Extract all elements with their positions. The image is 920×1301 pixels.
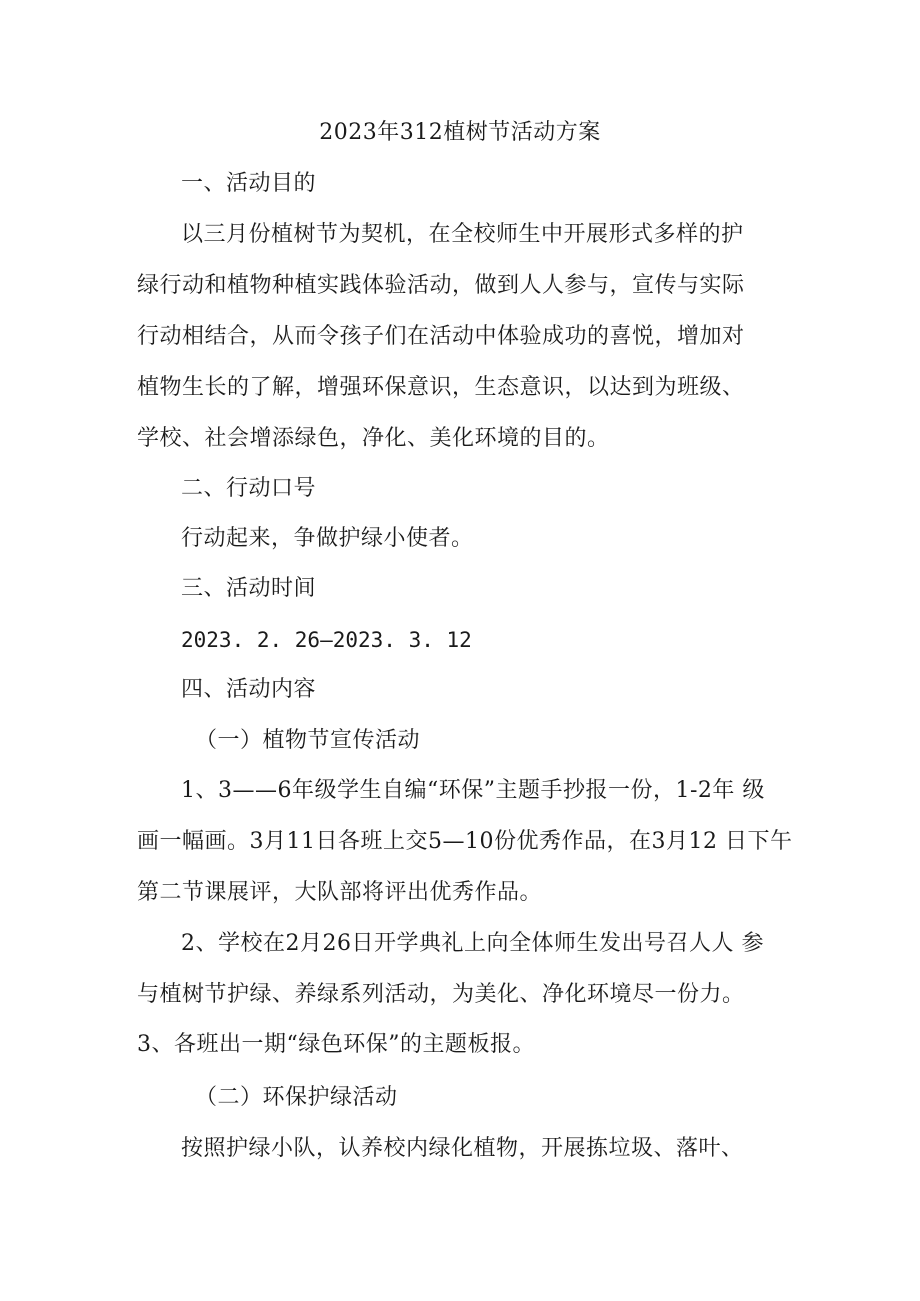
activity-date-range: 2023. 2. 26—2023. 3. 12 — [181, 628, 472, 652]
subsection-heading-publicity: （一）植物节宣传活动 — [195, 728, 421, 753]
paragraph-line: 学校、社会增添绿色，净化、美化环境的目的。 — [137, 426, 610, 451]
paragraph-line: 行动相结合，从而令孩子们在活动中体验成功的喜悦，增加对 — [137, 324, 745, 349]
slogan-text: 行动起来，争做护绿小使者。 — [181, 526, 474, 551]
paragraph-line: 以三月份植树节为契机，在全校师生中开展形式多样的护 — [181, 222, 744, 247]
paragraph-line: 3、各班出一期“绿色环保”的主题板报。 — [137, 1032, 535, 1057]
section-heading-slogan: 二、行动口号 — [181, 476, 317, 501]
section-heading-purpose: 一、活动目的 — [181, 171, 317, 196]
paragraph-line: 第二节课展评，大队部将评出优秀作品。 — [137, 880, 543, 905]
section-heading-content: 四、活动内容 — [181, 677, 317, 702]
subsection-heading-green-care: （二）环保护绿活动 — [195, 1085, 398, 1110]
paragraph-line: 绿行动和植物种植实践体验活动，做到人人参与，宣传与实际 — [137, 273, 745, 298]
paragraph-line: 植物生长的了解，增强环保意识，生态意识，以达到为班级、 — [137, 375, 745, 400]
paragraph-line: 按照护绿小队，认养校内绿化植物，开展拣垃圾、落叶、 — [181, 1136, 744, 1161]
paragraph-line: 画一幅画。3月11日各班上交5—10份优秀作品，在3月12 日下午 — [137, 829, 793, 854]
paragraph-line: 与植树节护绿、养绿系列活动，为美化、净化环境尽一份力。 — [137, 982, 745, 1007]
paragraph-line: 2、学校在2月26日开学典礼上向全体师生发出号召人人 参 — [181, 931, 764, 956]
document-title: 2023年312植树节活动方案 — [319, 120, 601, 145]
paragraph-line: 1、3——6年级学生自编“环保”主题手抄报一份，1-2年 级 — [181, 778, 765, 803]
section-heading-time: 三、活动时间 — [181, 576, 317, 601]
